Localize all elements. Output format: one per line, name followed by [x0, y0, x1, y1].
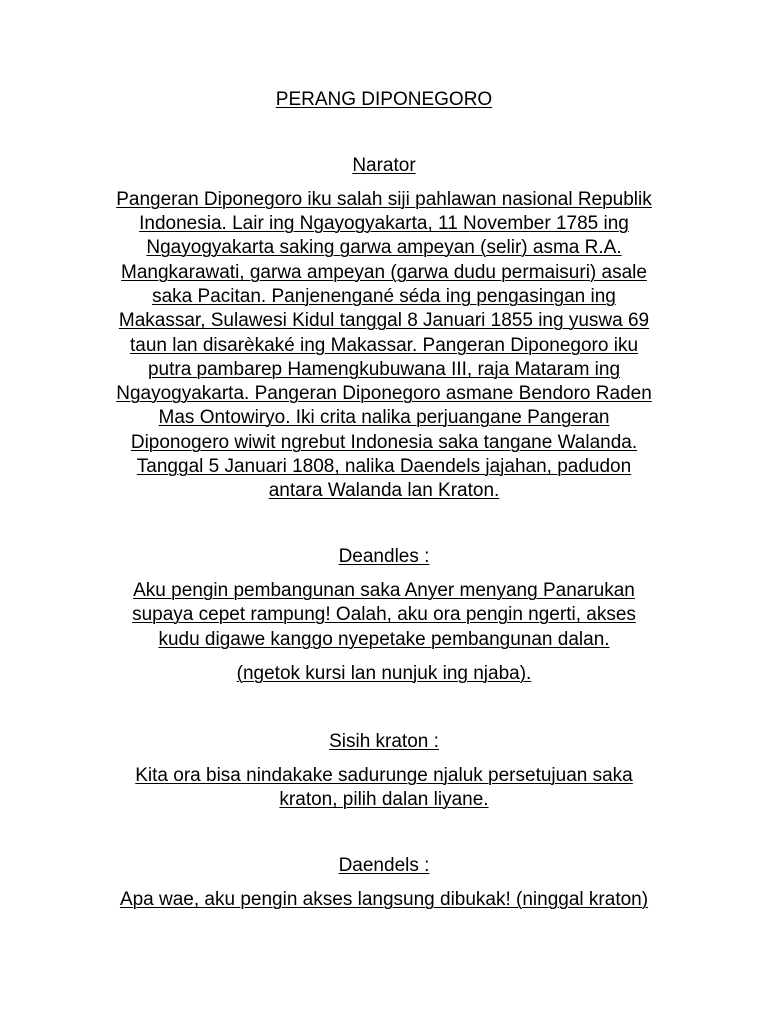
text-line: Diponogero wiwit ngrebut Indonesia saka tangane Walanda.	[130, 432, 638, 453]
speaker-label: Narator	[352, 155, 416, 176]
text-line: Apa wae, aku pengin akses langsung dibukak! (ninggal kraton)	[119, 889, 649, 910]
text-line: kraton, pilih dalan liyane.	[279, 789, 489, 810]
text-line: Makassar, Sulawesi Kidul tanggal 8 Januari 1855 ing yuswa 69	[118, 310, 650, 331]
stage-direction: (ngetok kursi lan nunjuk ing njaba).	[236, 663, 532, 684]
text-line: antara Walanda lan Kraton.	[268, 480, 500, 501]
text-line: Ngayogyakarta saking garwa ampeyan (selir) asma R.A.	[146, 237, 622, 258]
text-line: Aku pengin pembangunan saka Anyer menyang Panarukan	[133, 580, 635, 601]
text-line: Tanggal 5 Januari 1808, nalika Daendels jajahan, padudon	[136, 456, 632, 477]
page-title: PERANG DIPONEGORO	[275, 89, 493, 110]
text-line: Mas Ontowiryo. Iki crita nalika perjuangane Pangeran	[158, 407, 610, 428]
text-line: Indonesia. Lair ing Ngayogyakarta, 11 November 1785 ing	[139, 213, 629, 234]
text-line: Ngayogyakarta. Pangeran Diponegoro asmane Bendoro Raden	[116, 383, 652, 404]
text-line: Mangkarawati, garwa ampeyan (garwa dudu permaisuri) asale	[121, 262, 647, 283]
text-line: kudu digawe kanggo nyepetake pembangunan dalan.	[158, 629, 610, 650]
text-line: Kita ora bisa nindakake sadurunge njaluk persetujuan saka	[135, 765, 633, 786]
text-line: supaya cepet rampung! Oalah, aku ora pengin ngerti, akses	[132, 604, 636, 625]
speaker-label: Sisih kraton :	[329, 731, 439, 752]
speaker-label: Deandles :	[338, 546, 430, 567]
text-line: Pangeran Diponegoro iku salah siji pahlawan nasional Republik	[116, 189, 652, 210]
text-line: taun lan disarèkaké ing Makassar. Pangeran Diponegoro iku	[129, 335, 639, 356]
text-line: saka Pacitan. Panjenengané séda ing pengasingan ing	[152, 286, 616, 307]
text-line: putra pambarep Hamengkubuwana III, raja Mataram ing	[147, 359, 621, 380]
speaker-label: Daendels :	[338, 855, 430, 876]
